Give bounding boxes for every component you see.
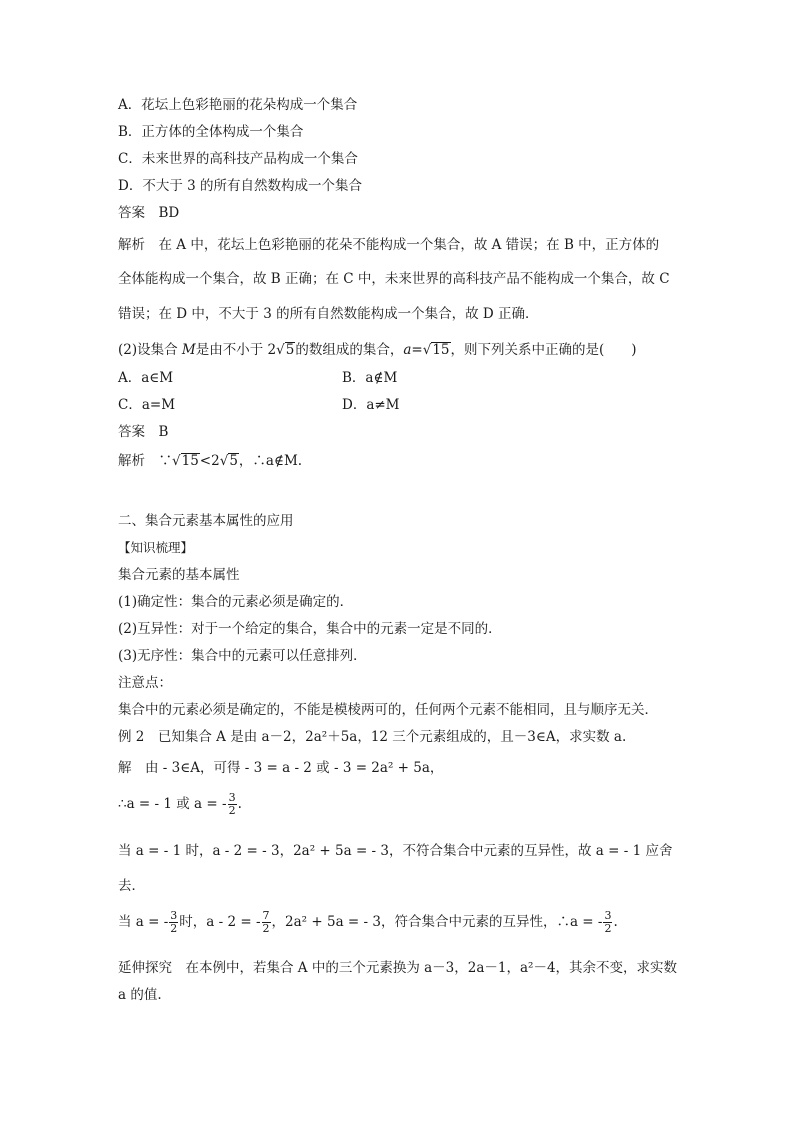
- q1-option-a: A．花坛上色彩艳丽的花朵构成一个集合: [118, 97, 358, 113]
- fraction: $\frac{7}{2}$: [262, 909, 270, 935]
- fraction: $\frac{3}{2}$: [170, 909, 178, 935]
- q2-analysis: 解析 ∵√15<2√5，∴a∉M.: [118, 453, 303, 469]
- example2-solution-line4: 去．: [118, 878, 145, 894]
- section-heading: 二、集合元素基本属性的应用: [118, 513, 294, 529]
- note-label: 注意点：: [118, 675, 172, 691]
- q2-option-a: A．a∈M: [118, 370, 174, 386]
- example2-solution-line5: 当 a = - $\frac{3}{2}$ 时，a - 2 = - $\frac{7}{2}$ ，2a² + 5a = - 3，符合集合中元素的互异性，∴a = - $\frac{3}{2}$ .: [118, 909, 618, 935]
- q1-analysis-line1: 解析 在 A 中，花坛上色彩艳丽的花朵不能构成一个集合，故 A 错误；在 B 中，正方体的: [118, 237, 660, 253]
- q2-option-d: D．a≠M: [342, 397, 400, 413]
- radical-sign: √: [422, 342, 432, 358]
- example2-stem: 例 2 已知集合 A 是由 a－2，2a²＋5a，12 三个元素组成的，且－3∈A，求实数 a.: [118, 729, 627, 745]
- property-1: (1)确定性：集合的元素必须是确定的．: [118, 594, 354, 610]
- radical-sign: √: [276, 342, 285, 358]
- radical-sign: √: [172, 453, 181, 469]
- q2-option-c: C．a=M: [118, 397, 176, 413]
- radical-sign: √: [219, 453, 229, 469]
- q2-option-row1: [118, 369, 173, 387]
- section-tag: 【知识梳理】: [118, 540, 194, 555]
- extend-line2: a 的值.: [118, 987, 162, 1003]
- example2-solution-line1: 解 由 - 3∈A，可得 - 3 = a - 2 或 - 3 = 2a² + 5a，: [118, 760, 444, 776]
- fraction: $\frac{3}{2}$: [604, 909, 612, 935]
- example2-solution-line3: 当 a = - 1 时，a - 2 = - 3，2a² + 5a = - 3，不符合集合中元素的互异性，故 a = - 1 应舍: [118, 843, 673, 859]
- fraction: $\frac{3}{2}$: [228, 791, 236, 817]
- note-text: 集合中的元素必须是确定的，不能是模棱两可的，任何两个元素不能相同，且与顺序无关．: [118, 702, 658, 718]
- q2-stem: (2)设集合 M是由不小于 2√5的数组成的集合，a=√15，则下列关系中正确的是( ): [118, 342, 637, 358]
- property-3: (3)无序性：集合中的元素可以任意排列．: [118, 648, 367, 664]
- q1-answer: 答案 BD: [118, 205, 180, 221]
- q2-answer: 答案 B: [118, 424, 169, 440]
- q2-option-b: B．a∉M: [342, 370, 398, 386]
- q1-option-b: B．正方体的全体构成一个集合: [118, 124, 304, 140]
- q1-analysis-line3: 错误；在 D 中，不大于 3 的所有自然数能构成一个集合，故 D 正确．: [118, 306, 539, 322]
- extend-line1: 延伸探究 在本例中，若集合 A 中的三个元素换为 a－3，2a－1，a²－4，其余不变，求实数: [118, 960, 678, 976]
- example2-solution-line2: ∴a = - 1 或 a = - $\frac{3}{2}$ .: [118, 791, 242, 817]
- property-2: (2)互异性：对于一个给定的集合，集合中的元素一定是不同的．: [118, 621, 502, 637]
- q1-option-c: C．未来世界的高科技产品构成一个集合: [118, 151, 358, 167]
- q1-option-d: D．不大于 3 的所有自然数构成一个集合: [118, 178, 362, 194]
- q1-analysis-line2: 全体能构成一个集合，故 B 正确；在 C 中，未来世界的高科技产品不能构成一个集合，故 C: [118, 271, 670, 287]
- section-title: 集合元素的基本属性: [118, 567, 240, 583]
